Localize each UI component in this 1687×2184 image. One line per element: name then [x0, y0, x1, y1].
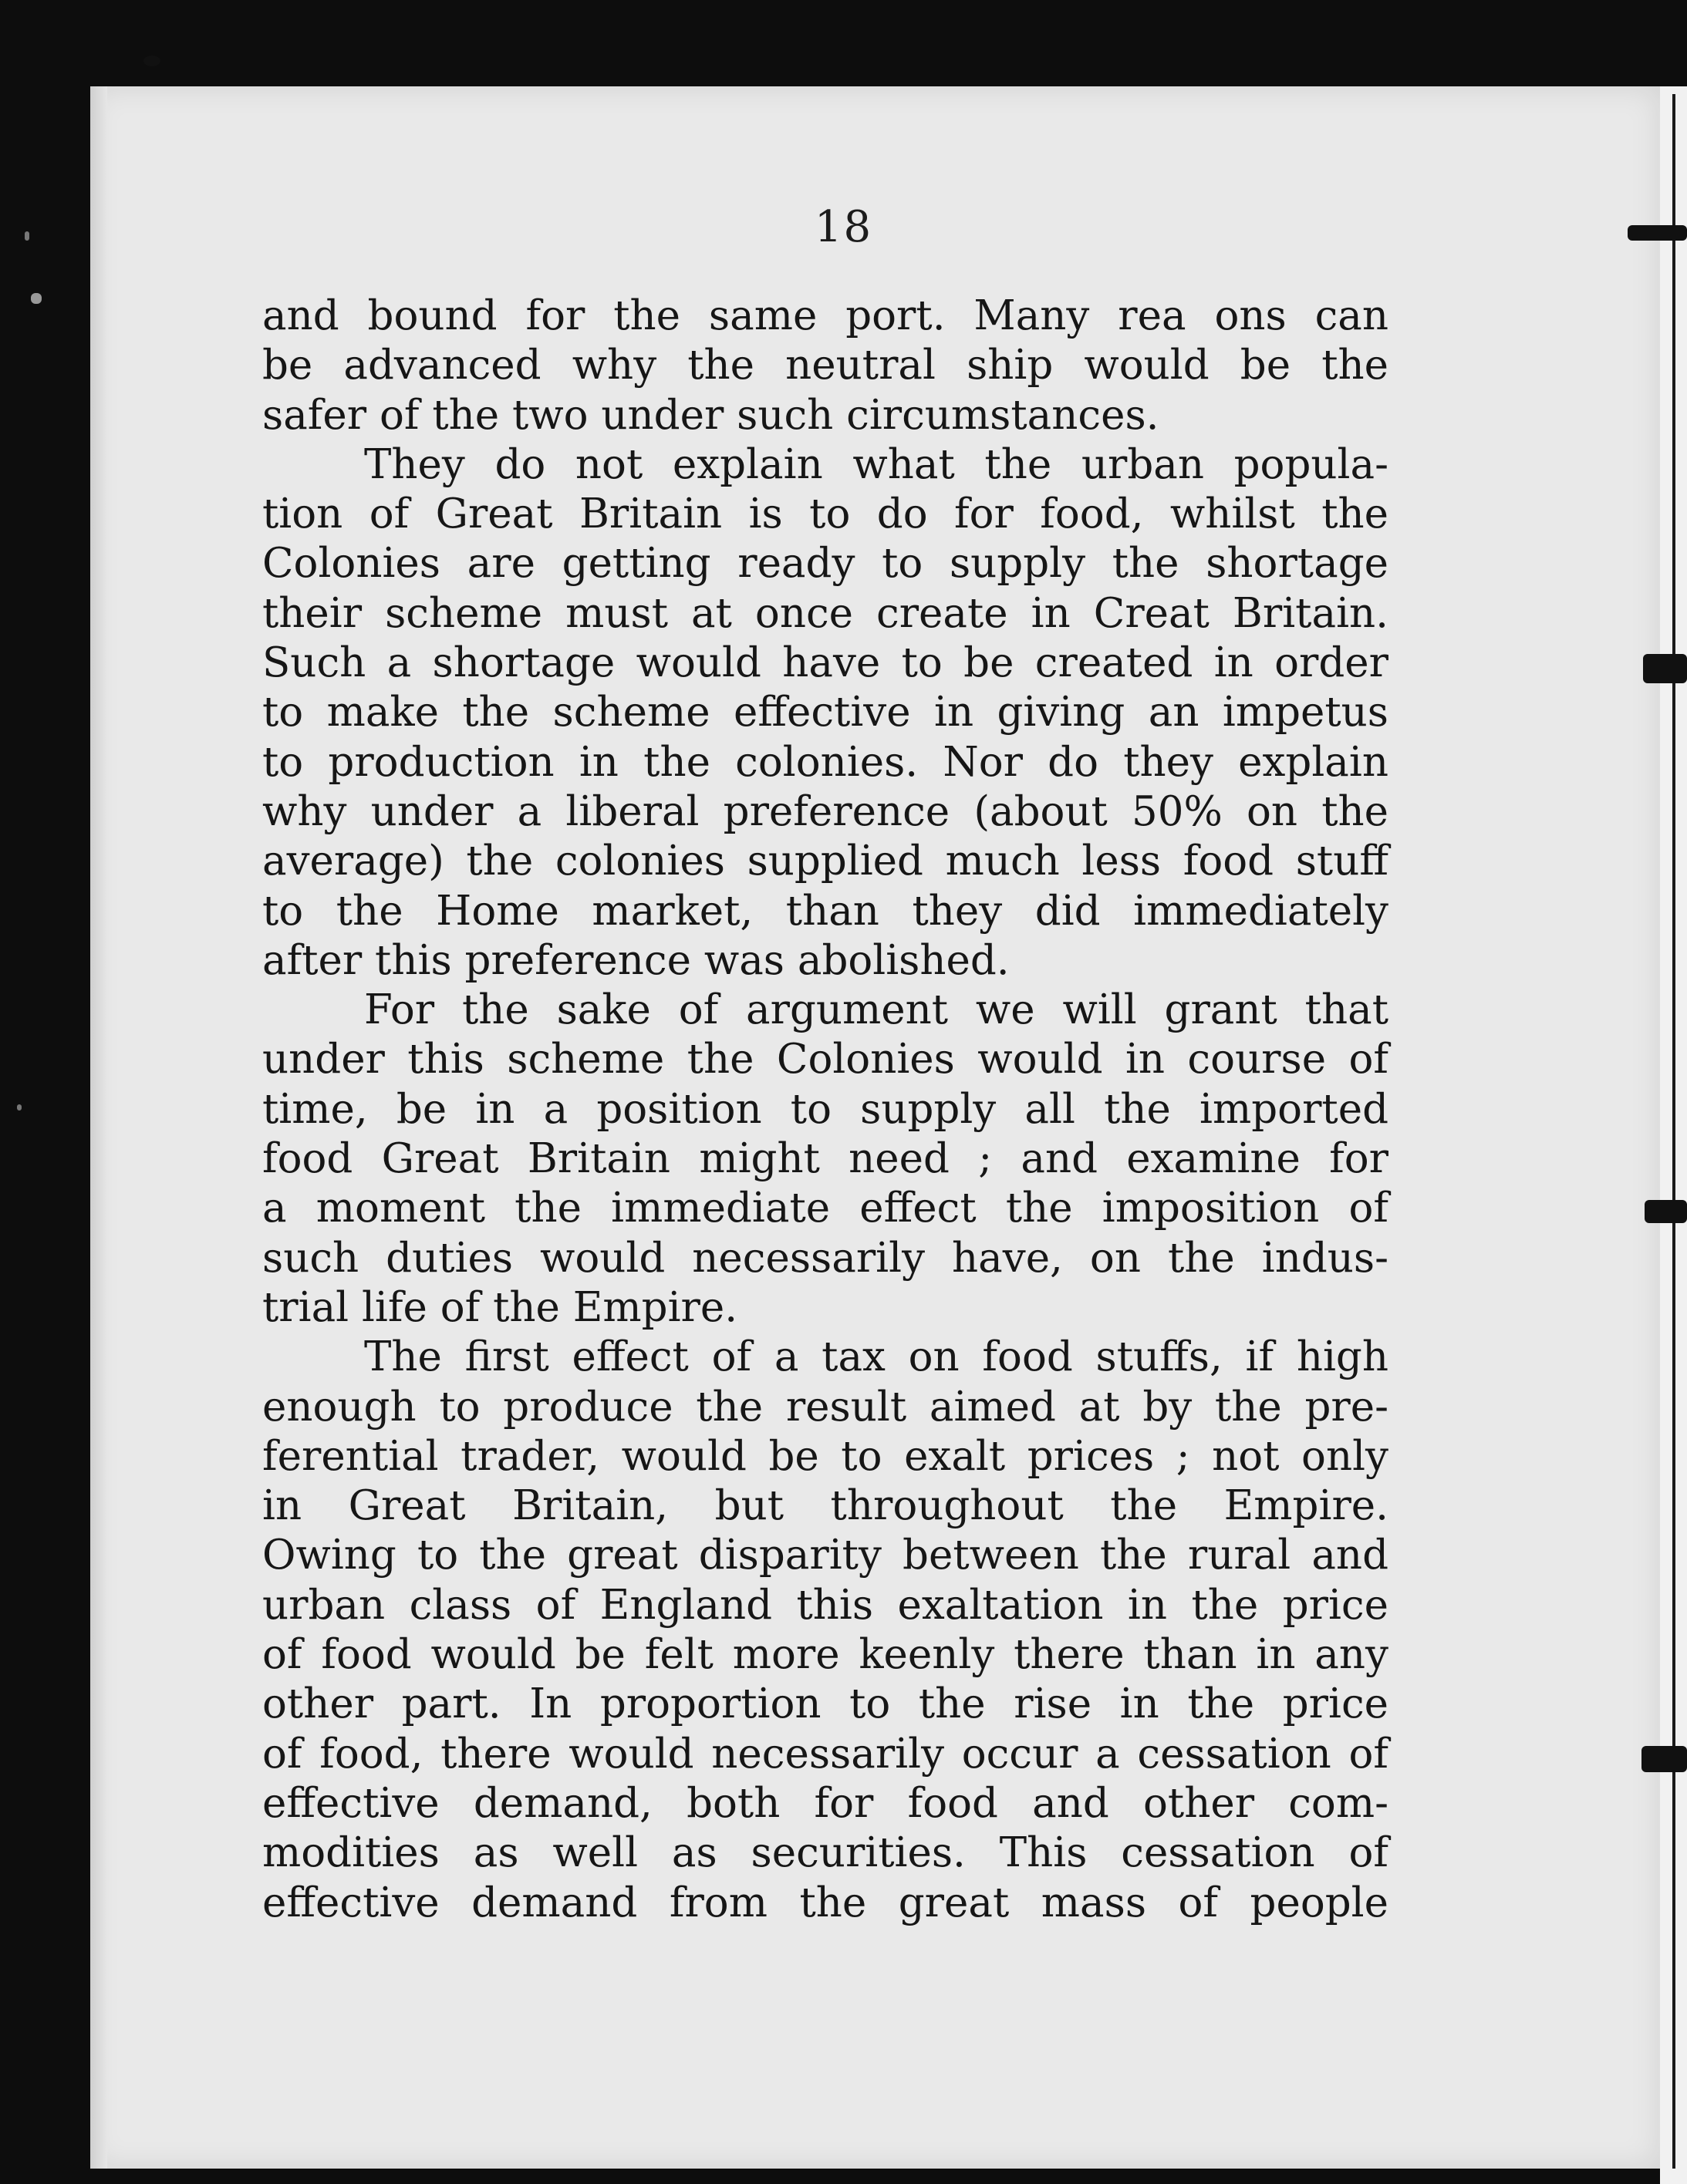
spine-line	[1672, 94, 1675, 2169]
text-line: trial life of the Empire.	[262, 1283, 738, 1331]
binding-clip-mark	[1643, 654, 1687, 683]
text-line: other part. In proportion to the rise in the price	[262, 1680, 1388, 1728]
text-line: Colonies are getting ready to supply the shortage	[262, 540, 1388, 588]
paragraph	[262, 292, 1388, 440]
paragraph	[262, 986, 1388, 1333]
text-line: to production in the colonies. Nor do they explain	[262, 738, 1388, 786]
body-text	[262, 292, 1388, 1928]
text-line: modities as well as securities. This cessation of	[262, 1829, 1388, 1877]
text-line: under this scheme the Colonies would in course of	[262, 1036, 1388, 1084]
text-line: For the sake of argument we will grant that	[364, 986, 1388, 1034]
text-line: of food would be felt more keenly there than in any	[262, 1631, 1388, 1679]
text-line: to make the scheme effective in giving an impetus	[262, 689, 1388, 736]
text-line: The first effect of a tax on food stuffs, if high	[364, 1333, 1388, 1381]
text-line: to the Home market, than they did immediately	[262, 887, 1388, 935]
page-left-edge	[90, 86, 107, 2169]
page-number: 18	[814, 202, 873, 252]
binding-clip-mark	[1645, 1200, 1687, 1223]
text-line: urban class of England this exaltation in the price	[262, 1581, 1388, 1629]
text-line: average) the colonies supplied much less food stuff	[262, 838, 1388, 885]
scanner-speck	[31, 293, 42, 304]
text-line: ferential trader, would be to exalt prices ; not only	[262, 1432, 1388, 1480]
text-line: Such a shortage would have to be created in order	[262, 639, 1388, 687]
text-line: safer of the two under such circumstances.	[262, 391, 1159, 439]
text-line: why under a liberal preference (about 50% on the	[262, 787, 1388, 835]
text-line: food Great Britain might need ; and examine for	[262, 1135, 1388, 1183]
text-line: enough to produce the result aimed at by the pre-	[262, 1383, 1388, 1431]
page-spine	[1660, 86, 1687, 2184]
text-line: of food, there would necessarily occur a cessation of	[262, 1730, 1388, 1778]
text-line: such duties would necessarily have, on the indus-	[262, 1234, 1388, 1282]
text-line: a moment the immediate effect the imposition of	[262, 1185, 1388, 1232]
text-line: in Great Britain, but throughout the Empire.	[262, 1482, 1388, 1530]
text-line: effective demand, both for food and other com-	[262, 1779, 1388, 1827]
paragraph	[262, 1333, 1388, 1928]
text-line: effective demand from the great mass of people	[262, 1879, 1388, 1926]
text-line: They do not explain what the urban popula-	[364, 440, 1388, 488]
scanner-speck	[17, 1104, 22, 1111]
scanner-speck	[143, 56, 160, 66]
binding-clip-mark	[1641, 1746, 1687, 1772]
text-line: after this preference was abolished.	[262, 936, 1010, 984]
text-line: be advanced why the neutral ship would be the	[262, 342, 1388, 389]
paragraph	[262, 440, 1388, 986]
text-line: their scheme must at once create in Creat Britain.	[262, 589, 1388, 637]
text-line: Owing to the great disparity between the rural and	[262, 1532, 1388, 1579]
text-line: and bound for the same port. Many rea ons can	[262, 292, 1388, 339]
text-line: tion of Great Britain is to do for food, whilst the	[262, 490, 1388, 538]
text-line: time, be in a position to supply all the imported	[262, 1085, 1388, 1133]
